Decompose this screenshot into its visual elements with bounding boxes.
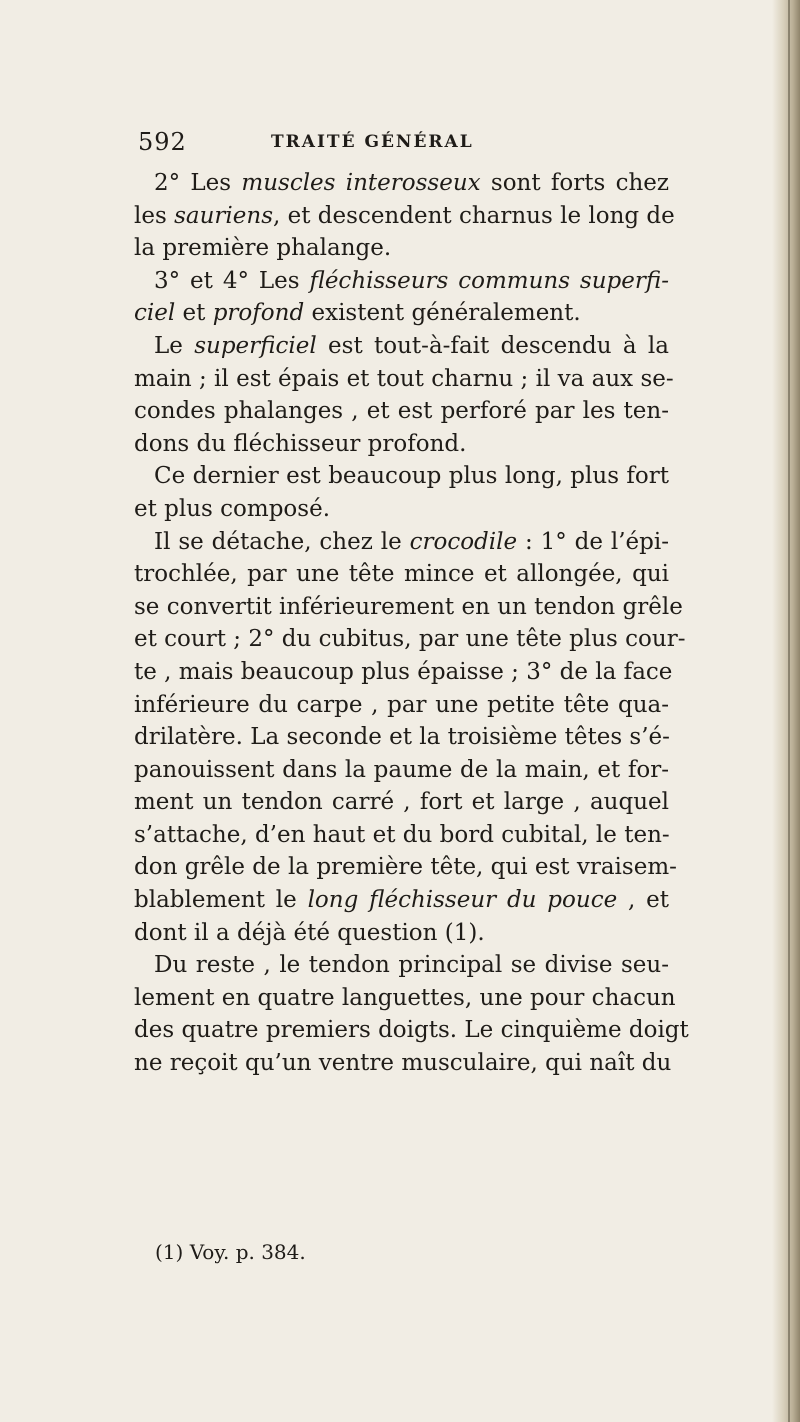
text-line [134,395,669,428]
page-gutter-shadow [772,0,800,1422]
text-line [134,754,669,787]
page-number: 592 [138,128,187,156]
body-text [134,167,689,1080]
text-run: et plus composé. [134,495,331,522]
text-line [134,884,669,917]
text-line [134,1047,672,1080]
italic-term: fléchisseurs communs superfi- [309,267,669,294]
text-line [134,428,669,461]
italic-term: muscles interosseux [241,170,481,196]
page-header [138,128,608,168]
text-run: 3° et 4° Les [154,267,310,294]
text-run: te , mais beaucoup plus épaisse ; 3° de la face [134,658,673,685]
text-line [134,558,669,591]
text-run: lement en quatre languettes, une pour chacun [134,984,676,1011]
italic-term: profond [212,300,305,327]
text-line [134,851,677,884]
italic-term: long fléchisseur du pouce [307,887,618,914]
text-run: et court ; 2° du cubitus, par une tête plus cour- [134,626,686,653]
text-line [134,623,686,656]
text-line [134,591,683,624]
text-line [134,786,669,819]
text-run: s’attache, d’en haut et du bord cubital, le ten- [134,821,670,848]
running-head: TRAITÉ GÉNÉRAL [271,132,474,152]
text-run: : 1° de l’épi- [517,528,669,555]
italic-term: superficiel [194,332,317,359]
text-run: condes phalanges , et est perforé par les ten- [134,398,669,425]
text-line [134,819,669,852]
footnote: (1) Voy. p. 384. [155,1240,306,1264]
text-run: don grêle de la première tête, qui est vraisem- [134,854,677,881]
text-run: la première phalange. [134,235,392,262]
italic-term: ciel [134,300,176,327]
text-run: Ce dernier est beaucoup plus long, plus fort [154,463,669,490]
text-run: inférieure du carpe , par une petite tête qua- [134,691,669,718]
text-run: , et descendent charnus le long de [273,202,675,229]
text-run: 2° Les [154,170,242,196]
text-line [134,330,669,363]
text-line [134,982,676,1015]
text-run: Il se détache, chez le [154,528,410,555]
text-run: blablement le [134,887,308,914]
text-line [134,265,669,298]
text-line [134,526,669,559]
page-edge-line [788,0,790,1422]
text-line [134,167,669,200]
text-line [134,493,669,526]
text-line [134,363,674,396]
text-run: se convertit inférieurement en un tendon grêle [134,593,683,620]
text-line [134,721,669,754]
text-run: les [134,202,175,229]
text-run: ne reçoit qu’un ventre musculaire, qui naît du [134,1050,672,1077]
text-run: et [175,300,213,327]
text-run: Du reste , le tendon principal se divise seu- [154,952,669,979]
text-run: ment un tendon carré , fort et large , auquel [134,789,669,816]
text-line [134,656,673,689]
text-run: drilatère. La seconde et la troisième têtes s’é- [134,724,670,751]
text-line [134,460,669,493]
text-run: main ; il est épais et tout charnu ; il va aux se- [134,365,674,392]
text-run: dont il a déjà été question (1). [134,919,485,946]
text-line [134,689,669,722]
text-run: trochlée, par une tête mince et allongée, qui [134,561,669,588]
italic-term: sauriens [174,202,274,229]
text-run: panouissent dans la paume de la main, et for- [134,756,669,783]
text-run: des quatre premiers doigts. Le cinquième doigt [134,1017,689,1044]
text-line [134,297,669,330]
text-run: sont forts chez [480,170,669,196]
text-run: est tout-à-fait descendu à la [316,332,669,359]
text-run: existent généralement. [304,300,581,327]
italic-term: crocodile [409,528,518,555]
text-run: dons du fléchisseur profond. [134,430,467,457]
text-run: , et [617,887,669,914]
text-line [134,232,669,265]
text-line [134,949,669,982]
text-run: Le [154,332,195,359]
text-line [134,200,675,233]
text-line [134,917,669,950]
text-line [134,1014,689,1047]
